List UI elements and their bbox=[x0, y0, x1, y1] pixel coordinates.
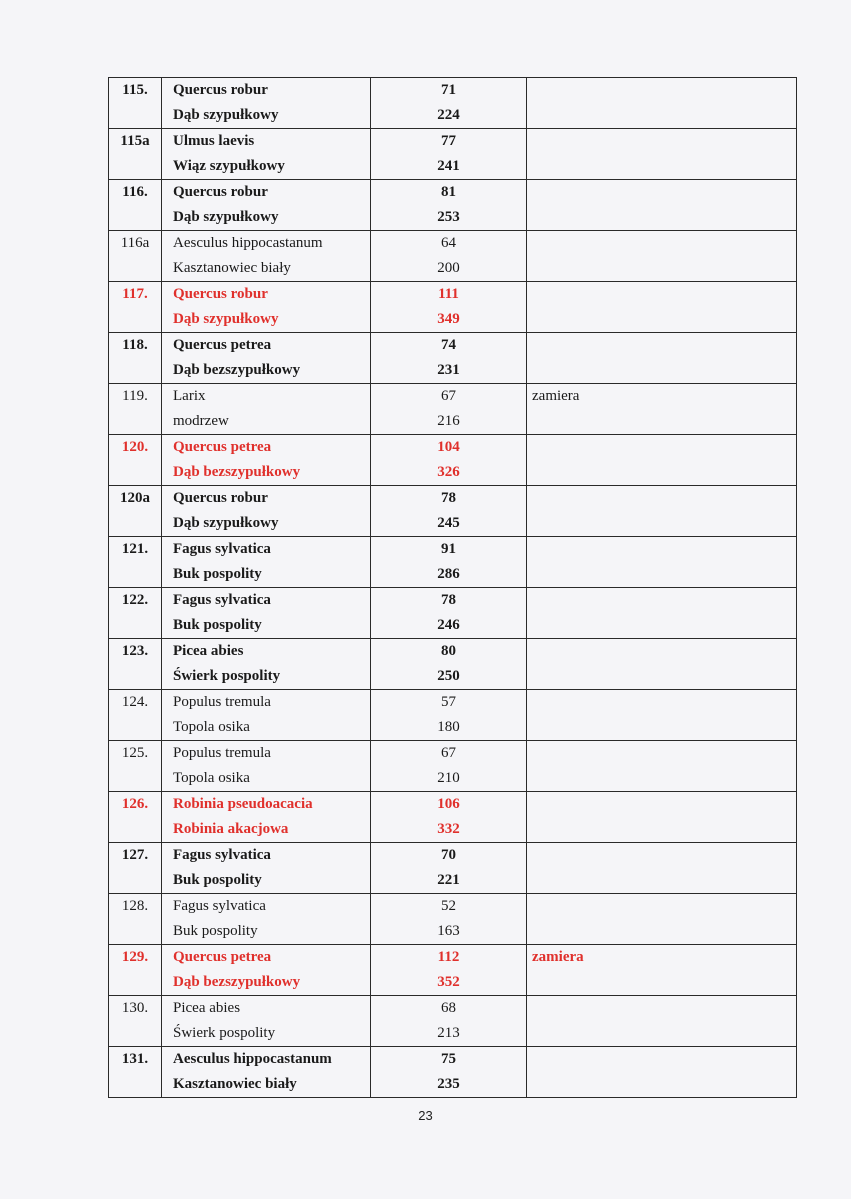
species-polish-name: Buk pospolity bbox=[173, 566, 262, 582]
measurement-cell bbox=[371, 129, 527, 180]
trunk-circumference: 67 bbox=[441, 745, 456, 761]
species-latin-name: Quercus robur bbox=[173, 82, 268, 98]
trunk-circumference: 57 bbox=[441, 694, 456, 710]
trunk-circumference: 91 bbox=[441, 541, 456, 557]
tree-number: 126. bbox=[121, 796, 149, 812]
tree-number-cell bbox=[109, 945, 162, 996]
trunk-circumference: 104 bbox=[437, 439, 460, 455]
tree-number-cell bbox=[109, 741, 162, 792]
tree-number: 117. bbox=[122, 286, 148, 302]
trunk-height-value: 286 bbox=[437, 566, 460, 582]
trunk-circumference: 67 bbox=[441, 388, 456, 404]
measurement-cell bbox=[371, 231, 527, 282]
species-latin-name: Fagus sylvatica bbox=[173, 592, 271, 608]
remarks-cell bbox=[527, 129, 797, 180]
remarks-cell bbox=[527, 792, 797, 843]
measurement-cell bbox=[371, 792, 527, 843]
table-row bbox=[109, 945, 797, 996]
trunk-circumference: 70 bbox=[441, 847, 456, 863]
species-polish-name: Dąb szypułkowy bbox=[173, 107, 279, 123]
measurement-cell bbox=[371, 282, 527, 333]
trunk-height-value: 200 bbox=[437, 260, 460, 276]
species-cell bbox=[162, 78, 371, 129]
species-cell bbox=[162, 231, 371, 282]
trunk-height-value: 250 bbox=[437, 668, 460, 684]
trunk-circumference: 68 bbox=[441, 1000, 456, 1016]
species-latin-name: Quercus petrea bbox=[173, 949, 272, 965]
tree-number: 116a bbox=[120, 235, 150, 251]
trunk-circumference: 64 bbox=[441, 235, 456, 251]
measurement-cell bbox=[371, 384, 527, 435]
species-polish-name: Robinia akacjowa bbox=[173, 821, 289, 837]
remarks-cell bbox=[527, 588, 797, 639]
table-row bbox=[109, 1047, 797, 1098]
remarks-cell bbox=[527, 945, 797, 996]
trunk-height-value: 253 bbox=[437, 209, 460, 225]
tree-number: 128. bbox=[121, 898, 149, 914]
remarks-cell bbox=[527, 180, 797, 231]
trunk-circumference: 78 bbox=[441, 592, 456, 608]
remarks-cell bbox=[527, 639, 797, 690]
species-polish-name: Dąb bezszypułkowy bbox=[173, 362, 301, 378]
species-latin-name: Aesculus hippocastanum bbox=[173, 235, 323, 251]
table-row bbox=[109, 639, 797, 690]
tree-number-cell bbox=[109, 486, 162, 537]
tree-number-cell bbox=[109, 384, 162, 435]
trunk-circumference: 74 bbox=[441, 337, 456, 353]
tree-number-cell bbox=[109, 333, 162, 384]
remarks-cell bbox=[527, 435, 797, 486]
species-latin-name: Fagus sylvatica bbox=[173, 541, 271, 557]
species-polish-name: Kasztanowiec biały bbox=[173, 1076, 297, 1092]
table-row bbox=[109, 384, 797, 435]
species-polish-name: modrzew bbox=[173, 413, 229, 429]
tree-number: 129. bbox=[121, 949, 149, 965]
species-latin-name: Larix bbox=[173, 388, 206, 404]
remarks-cell bbox=[527, 690, 797, 741]
tree-number-cell bbox=[109, 792, 162, 843]
table-row bbox=[109, 537, 797, 588]
species-polish-name: Świerk pospolity bbox=[173, 1025, 276, 1041]
tree-number: 118. bbox=[122, 337, 148, 353]
species-latin-name: Robinia pseudoacacia bbox=[173, 796, 313, 812]
table-row bbox=[109, 894, 797, 945]
tree-number: 123. bbox=[121, 643, 149, 659]
tree-number: 120a bbox=[120, 490, 150, 506]
species-latin-name: Populus tremula bbox=[173, 745, 271, 761]
species-cell bbox=[162, 792, 371, 843]
remarks-cell bbox=[527, 333, 797, 384]
table-row bbox=[109, 690, 797, 741]
trunk-circumference: 111 bbox=[438, 286, 459, 302]
tree-number: 119. bbox=[122, 388, 148, 404]
table-row bbox=[109, 78, 797, 129]
species-cell bbox=[162, 333, 371, 384]
remarks-cell bbox=[527, 1047, 797, 1098]
measurement-cell bbox=[371, 639, 527, 690]
measurement-cell bbox=[371, 537, 527, 588]
tree-number: 125. bbox=[121, 745, 149, 761]
remarks-text: zamiera bbox=[532, 949, 584, 965]
trunk-height-value: 180 bbox=[437, 719, 460, 735]
measurement-cell bbox=[371, 996, 527, 1047]
measurement-cell bbox=[371, 843, 527, 894]
tree-number-cell bbox=[109, 129, 162, 180]
tree-number-cell bbox=[109, 435, 162, 486]
measurement-cell bbox=[371, 945, 527, 996]
trunk-circumference: 71 bbox=[441, 82, 456, 98]
species-latin-name: Quercus robur bbox=[173, 286, 268, 302]
species-polish-name: Topola osika bbox=[173, 770, 250, 786]
tree-number: 124. bbox=[121, 694, 149, 710]
tree-number: 122. bbox=[121, 592, 149, 608]
species-cell bbox=[162, 894, 371, 945]
species-latin-name: Picea abies bbox=[173, 1000, 241, 1016]
remarks-text: zamiera bbox=[532, 388, 580, 404]
species-polish-name: Dąb szypułkowy bbox=[173, 311, 279, 327]
trunk-height-value: 235 bbox=[437, 1076, 460, 1092]
tree-number: 115a bbox=[120, 133, 150, 149]
measurement-cell bbox=[371, 1047, 527, 1098]
tree-number: 115. bbox=[122, 82, 148, 98]
species-polish-name: Wiąz szypułkowy bbox=[173, 158, 285, 174]
species-latin-name: Quercus robur bbox=[173, 184, 268, 200]
remarks-cell bbox=[527, 537, 797, 588]
tree-number-cell bbox=[109, 180, 162, 231]
tree-number-cell bbox=[109, 537, 162, 588]
trunk-height-value: 163 bbox=[437, 923, 460, 939]
table-row bbox=[109, 180, 797, 231]
trunk-circumference: 112 bbox=[437, 949, 460, 965]
tree-number-cell bbox=[109, 996, 162, 1047]
species-polish-name: Buk pospolity bbox=[173, 617, 262, 633]
measurement-cell bbox=[371, 741, 527, 792]
trunk-height-value: 352 bbox=[437, 974, 460, 990]
trunk-height-value: 224 bbox=[437, 107, 460, 123]
measurement-cell bbox=[371, 78, 527, 129]
species-cell bbox=[162, 945, 371, 996]
tree-number-cell bbox=[109, 639, 162, 690]
tree-number-cell bbox=[109, 231, 162, 282]
tree-number: 116. bbox=[122, 184, 148, 200]
table-row bbox=[109, 843, 797, 894]
measurement-cell bbox=[371, 690, 527, 741]
table-row bbox=[109, 333, 797, 384]
trunk-height-value: 349 bbox=[437, 311, 460, 327]
page-number: 23 bbox=[418, 1108, 433, 1123]
species-polish-name: Topola osika bbox=[173, 719, 250, 735]
tree-number-cell bbox=[109, 1047, 162, 1098]
remarks-cell bbox=[527, 843, 797, 894]
species-cell bbox=[162, 384, 371, 435]
remarks-cell bbox=[527, 384, 797, 435]
tree-number-cell bbox=[109, 588, 162, 639]
species-cell bbox=[162, 537, 371, 588]
species-cell bbox=[162, 690, 371, 741]
tree-number-cell bbox=[109, 894, 162, 945]
table-row bbox=[109, 129, 797, 180]
species-latin-name: Picea abies bbox=[173, 643, 244, 659]
remarks-cell bbox=[527, 78, 797, 129]
table-row bbox=[109, 741, 797, 792]
measurement-cell bbox=[371, 588, 527, 639]
measurement-cell bbox=[371, 435, 527, 486]
species-latin-name: Quercus robur bbox=[173, 490, 268, 506]
tree-number: 121. bbox=[121, 541, 149, 557]
table-row bbox=[109, 792, 797, 843]
tree-number-cell bbox=[109, 282, 162, 333]
trunk-circumference: 52 bbox=[441, 898, 456, 914]
tree-number: 127. bbox=[121, 847, 149, 863]
remarks-cell bbox=[527, 231, 797, 282]
trunk-circumference: 75 bbox=[441, 1051, 456, 1067]
tree-number: 130. bbox=[121, 1000, 149, 1016]
species-polish-name: Dąb bezszypułkowy bbox=[173, 464, 301, 480]
species-cell bbox=[162, 282, 371, 333]
remarks-cell bbox=[527, 486, 797, 537]
trunk-circumference: 77 bbox=[441, 133, 456, 149]
species-cell bbox=[162, 741, 371, 792]
species-polish-name: Buk pospolity bbox=[173, 923, 258, 939]
trunk-height-value: 246 bbox=[437, 617, 460, 633]
measurement-cell bbox=[371, 486, 527, 537]
species-cell bbox=[162, 639, 371, 690]
trunk-height-value: 213 bbox=[437, 1025, 460, 1041]
species-polish-name: Kasztanowiec biały bbox=[173, 260, 291, 276]
species-cell bbox=[162, 486, 371, 537]
tree-number-cell bbox=[109, 843, 162, 894]
trunk-height-value: 216 bbox=[437, 413, 460, 429]
table-row bbox=[109, 435, 797, 486]
trunk-circumference: 81 bbox=[441, 184, 456, 200]
table-row bbox=[109, 996, 797, 1047]
species-polish-name: Dąb szypułkowy bbox=[173, 515, 279, 531]
table-row bbox=[109, 231, 797, 282]
trunk-height-value: 245 bbox=[437, 515, 460, 531]
species-latin-name: Fagus sylvatica bbox=[173, 898, 266, 914]
species-cell bbox=[162, 588, 371, 639]
tree-number: 131. bbox=[121, 1051, 149, 1067]
table-row bbox=[109, 486, 797, 537]
species-latin-name: Quercus petrea bbox=[173, 337, 272, 353]
species-latin-name: Fagus sylvatica bbox=[173, 847, 271, 863]
measurement-cell bbox=[371, 333, 527, 384]
remarks-cell bbox=[527, 894, 797, 945]
trunk-height-value: 241 bbox=[437, 158, 460, 174]
species-cell bbox=[162, 180, 371, 231]
trunk-height-value: 221 bbox=[437, 872, 460, 888]
species-polish-name: Świerk pospolity bbox=[173, 668, 281, 684]
measurement-cell bbox=[371, 894, 527, 945]
trunk-circumference: 106 bbox=[437, 796, 460, 812]
species-cell bbox=[162, 435, 371, 486]
species-cell bbox=[162, 996, 371, 1047]
species-cell bbox=[162, 1047, 371, 1098]
species-latin-name: Ulmus laevis bbox=[173, 133, 255, 149]
tree-number-cell bbox=[109, 690, 162, 741]
trunk-height-value: 332 bbox=[437, 821, 460, 837]
table-row bbox=[109, 282, 797, 333]
tree-number-cell bbox=[109, 78, 162, 129]
trunk-height-value: 326 bbox=[437, 464, 460, 480]
tree-number: 120. bbox=[121, 439, 149, 455]
trunk-height-value: 231 bbox=[437, 362, 460, 378]
species-latin-name: Aesculus hippocastanum bbox=[173, 1051, 332, 1067]
species-cell bbox=[162, 843, 371, 894]
trunk-height-value: 210 bbox=[437, 770, 460, 786]
species-latin-name: Populus tremula bbox=[173, 694, 271, 710]
tree-table-body bbox=[109, 78, 797, 1098]
measurement-cell bbox=[371, 180, 527, 231]
species-polish-name: Buk pospolity bbox=[173, 872, 262, 888]
trunk-circumference: 78 bbox=[441, 490, 456, 506]
trunk-circumference: 80 bbox=[441, 643, 456, 659]
table-row bbox=[109, 588, 797, 639]
species-cell bbox=[162, 129, 371, 180]
tree-inventory-table bbox=[108, 77, 797, 1098]
remarks-cell bbox=[527, 282, 797, 333]
remarks-cell bbox=[527, 996, 797, 1047]
species-polish-name: Dąb szypułkowy bbox=[173, 209, 279, 225]
species-latin-name: Quercus petrea bbox=[173, 439, 272, 455]
species-polish-name: Dąb bezszypułkowy bbox=[173, 974, 301, 990]
remarks-cell bbox=[527, 741, 797, 792]
